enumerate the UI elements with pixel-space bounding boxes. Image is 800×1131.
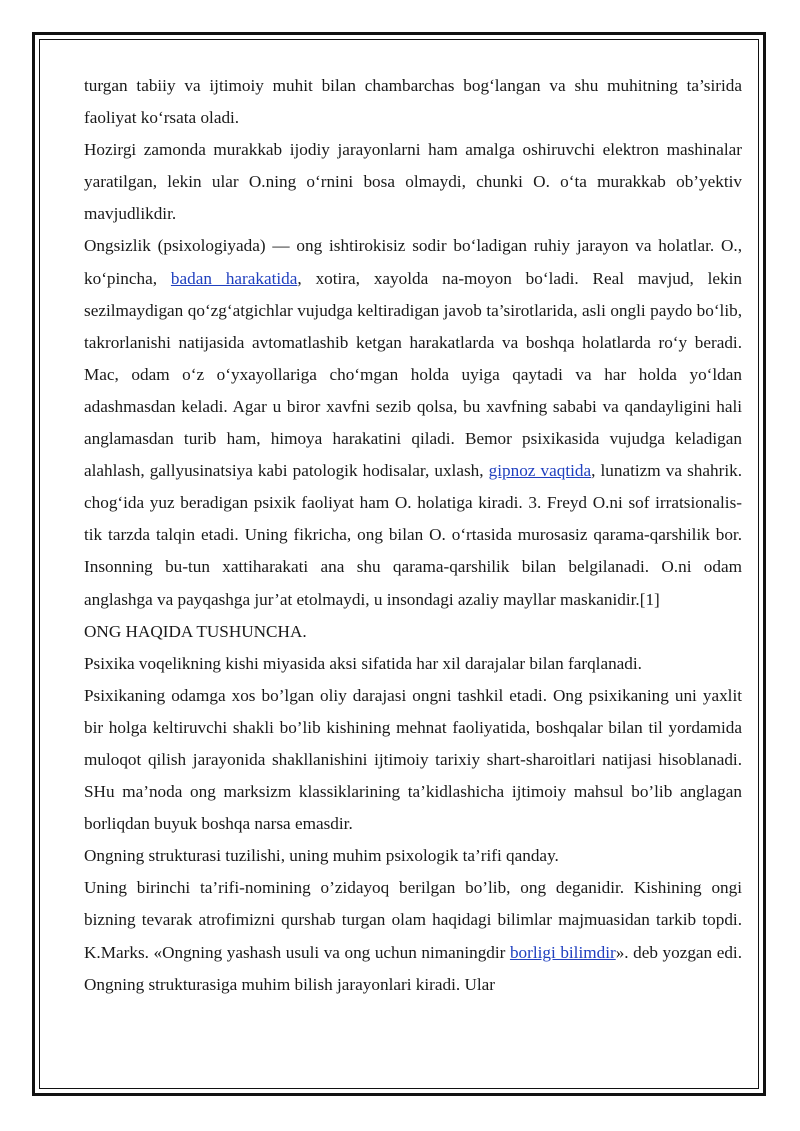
paragraph-3-text-2: , xotira, xayolda na-moyon bo‘ladi. Real mavjud, lekin sezilmaydigan qo‘zg‘atgichlar vujudga keltiradigan javob ta’sirotlarida, asli ongli paydo bo‘lib, takrorlanishi natijasida avtomatlashib ketgan harakatlarda va boshqa holatlarda ro‘y beradi. Mac, odam o‘z o‘yxayollariga cho‘mgan holda uyiga qaytadi va har holda yo‘ldan adashmasdan keladi. Agar u biror xavfni sezib qolsa, bu xavfning sababi va qandayligini hali anglamasdan turib ham, himoya harakatini qiladi. Bemor psixikasida vujudga keladigan alahlash, gallyusinatsiya kabi patologik hodisalar, uxlash, [84,268,742,481]
link-badan-harakatida[interactable]: badan harakatida [170,268,298,288]
paragraph-5: Psixikaning odamga xos bo’lgan oliy darajasi ongni tashkil etadi. Ong psixikaning uni yaxlit bir holga keltiruvchi shakli bo’lib kishining mehnat faoliyatida, boshqalar bilan til yordamida muloqot qilish jarayonida shakllanishini ijtimoiy tarixiy shart-sharoitlari natijasi hisoblanadi. SHu ma’noda ong marksizm klassiklarining ta’kidlashicha ijtimoiy mahsul bo’lib anglagan borliqdan buyuk boshqa narsa emasdir. [84,685,742,834]
paragraph-1: turgan tabiiy va ijtimoiy muhit bilan chambarchas bog‘langan va shu muhitning ta’sirida faoliyat ko‘rsata oladi. [84,76,742,128]
document-body [84,70,742,1001]
paragraph-7 [84,872,742,1000]
link-gipnoz-vaqtida[interactable]: gipnoz vaqtida [488,461,592,481]
paragraph-6: Ongning strukturasi tuzilishi, uning muhim psixologik ta’rifi qanday. [84,846,559,866]
paragraph-3 [84,230,742,615]
paragraph-3-text-3: , lunatizm va shahrik. chog‘ida yuz beradigan psixik faoliyat ham O. holatiga kiradi. 3. Freyd O.ni sof irratsionalis-tik tarzda talqin etadi. Uning fikricha, ong bilan O. o‘rtasida murosasiz qarama-qarshilik bor. Insonning bu-tun xattiharakati ana shu qarama-qarshilik bilan belgilanadi. O.ni odam anglashga va payqashga jur’at etolmaydi, u insondagi azaliy mayllar maskanidir.[1] [84,461,742,609]
link-borligi-bilimdir[interactable]: borligi bilimdir [509,942,616,962]
paragraph-7-text-2: ». deb yozgan edi. Ongning strukturasiga muhim bilish jarayonlari kiradi. Ular [84,942,742,994]
paragraph-3-text-1: Ongsizlik (psixologiyada) — ong ishtirokisiz sodir bo‘ladigan ruhiy jarayon va holatlar. O., ko‘pincha, [84,236,742,288]
paragraph-2: Hozirgi zamonda murakkab ijodiy jarayonlarni ham amalga oshiruvchi elektron mashinalar yaratilgan, lekin ular O.ning o‘rnini bosa olmaydi, chunki O. o‘ta murakkab ob’yektiv mavjudlikdir. [84,140,742,224]
paragraph-7-text-1: Uning birinchi ta’rifi-nomining o’zidayoq berilgan bo’lib, ong deganidir. Kishining ongi bizning tevarak atrofimizni qurshab turgan olam haqidagi bilimlar majmuasidan tarkib topdi. K.Marks. «Ongning yashash usuli va ong uchun nimaningdir [84,878,742,962]
section-heading: ONG HAQIDA TUSHUNCHA. [84,621,307,641]
paragraph-4: Psixika voqelikning kishi miyasida aksi sifatida har xil darajalar bilan farqlanadi. [84,653,642,673]
